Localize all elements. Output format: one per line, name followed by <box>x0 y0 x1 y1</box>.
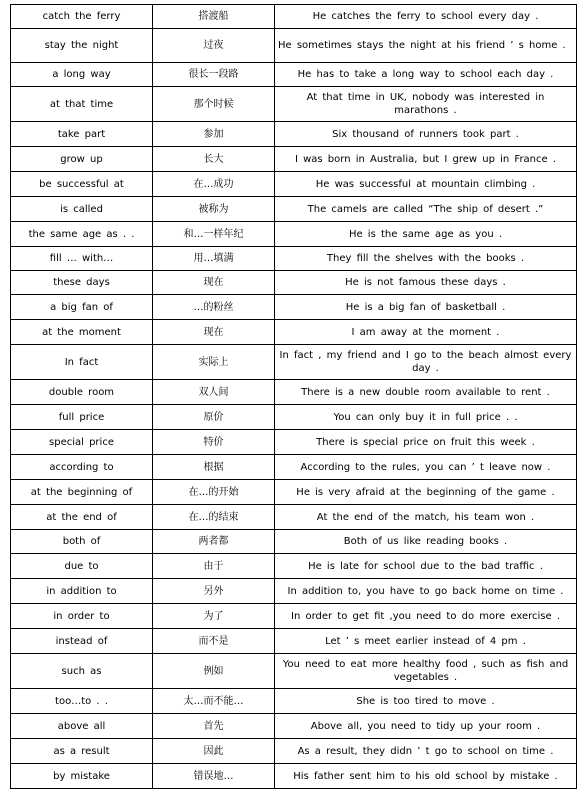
table-row <box>11 222 577 247</box>
phrase-cell: be successful at <box>11 172 153 197</box>
example-cell: Let ’ s meet earlier instead of 4 pm . <box>275 629 577 654</box>
example-cell: He was successful at mountain climbing . <box>275 172 577 197</box>
meaning-cell: 现在 <box>153 320 275 345</box>
meaning-cell: 由于 <box>153 554 275 579</box>
meaning-cell: 错误地… <box>153 764 275 789</box>
example-cell: They fill the shelves with the books . <box>275 247 577 271</box>
phrase-cell: stay the night <box>11 29 153 63</box>
table-row <box>11 271 577 295</box>
phrase-cell: special price <box>11 430 153 455</box>
phrase-cell: at the end of <box>11 505 153 530</box>
table-row <box>11 380 577 405</box>
phrase-cell: such as <box>11 654 153 689</box>
meaning-cell: 首先 <box>153 714 275 739</box>
phrase-cell: the same age as . . <box>11 222 153 247</box>
example-cell: Above all, you need to tidy up your room . <box>275 714 577 739</box>
example-cell: At that time in UK, nobody was interested in marathons . <box>275 87 577 122</box>
phrase-cell: at the beginning of <box>11 480 153 505</box>
meaning-cell: 另外 <box>153 579 275 604</box>
phrase-cell: double room <box>11 380 153 405</box>
table-row <box>11 654 577 689</box>
table-row <box>11 29 577 63</box>
phrase-cell: instead of <box>11 629 153 654</box>
example-cell: There is special price on fruit this week . <box>275 430 577 455</box>
phrase-cell: full price <box>11 405 153 430</box>
table-row <box>11 405 577 430</box>
phrase-cell: In fact <box>11 345 153 380</box>
table-row <box>11 172 577 197</box>
meaning-cell: 现在 <box>153 271 275 295</box>
meaning-cell: 双人间 <box>153 380 275 405</box>
example-cell: He is late for school due to the bad traffic . <box>275 554 577 579</box>
table-row <box>11 197 577 222</box>
table-row <box>11 147 577 172</box>
phrase-cell: take part <box>11 122 153 147</box>
example-cell: As a result, they didn ’ t go to school on time . <box>275 739 577 764</box>
meaning-cell: 根据 <box>153 455 275 480</box>
table-row <box>11 430 577 455</box>
example-cell: According to the rules, you can ’ t leave now . <box>275 455 577 480</box>
example-cell: The camels are called “The ship of desert .” <box>275 197 577 222</box>
table-row <box>11 764 577 789</box>
phrase-table <box>10 4 577 789</box>
phrase-cell: above all <box>11 714 153 739</box>
meaning-cell: 搭渡船 <box>153 5 275 29</box>
table-row <box>11 122 577 147</box>
phrase-table-body <box>11 5 577 789</box>
meaning-cell: …的粉丝 <box>153 295 275 320</box>
example-cell: At the end of the match, his team won . <box>275 505 577 530</box>
phrase-cell: according to <box>11 455 153 480</box>
phrase-cell: catch the ferry <box>11 5 153 29</box>
table-row <box>11 345 577 380</box>
table-row <box>11 739 577 764</box>
table-row <box>11 5 577 29</box>
example-cell: You need to eat more healthy food , such as fish and vegetables . <box>275 654 577 689</box>
example-cell: I am away at the moment . <box>275 320 577 345</box>
example-cell: In fact , my friend and I go to the beach almost every day . <box>275 345 577 380</box>
table-row <box>11 480 577 505</box>
meaning-cell: 例如 <box>153 654 275 689</box>
example-cell: I was born in Australia, but I grew up in France . <box>275 147 577 172</box>
phrase-cell: in addition to <box>11 579 153 604</box>
phrase-cell: a long way <box>11 63 153 87</box>
phrase-cell: at the moment <box>11 320 153 345</box>
table-row <box>11 530 577 554</box>
example-cell: He is very afraid at the beginning of the game . <box>275 480 577 505</box>
meaning-cell: 在…的开始 <box>153 480 275 505</box>
meaning-cell: 过夜 <box>153 29 275 63</box>
meaning-cell: 因此 <box>153 739 275 764</box>
table-row <box>11 295 577 320</box>
example-cell: He is the same age as you . <box>275 222 577 247</box>
phrase-cell: grow up <box>11 147 153 172</box>
table-row <box>11 579 577 604</box>
example-cell: He has to take a long way to school each day . <box>275 63 577 87</box>
example-cell: Both of us like reading books . <box>275 530 577 554</box>
phrase-cell: at that time <box>11 87 153 122</box>
table-row <box>11 554 577 579</box>
example-cell: There is a new double room available to rent . <box>275 380 577 405</box>
phrase-cell: both of <box>11 530 153 554</box>
phrase-cell: too…to . . <box>11 689 153 714</box>
example-cell: His father sent him to his old school by mistake . <box>275 764 577 789</box>
meaning-cell: 被称为 <box>153 197 275 222</box>
meaning-cell: 参加 <box>153 122 275 147</box>
meaning-cell: 在…的结束 <box>153 505 275 530</box>
meaning-cell: 实际上 <box>153 345 275 380</box>
phrase-cell: due to <box>11 554 153 579</box>
example-cell: He sometimes stays the night at his friend ’ s home . <box>275 29 577 63</box>
example-cell: You can only buy it in full price . . <box>275 405 577 430</box>
example-cell: He catches the ferry to school every day . <box>275 5 577 29</box>
meaning-cell: 而不是 <box>153 629 275 654</box>
table-row <box>11 455 577 480</box>
table-row <box>11 604 577 629</box>
phrase-cell: is called <box>11 197 153 222</box>
example-cell: Six thousand of runners took part . <box>275 122 577 147</box>
example-cell: She is too tired to move . <box>275 689 577 714</box>
phrase-cell: in order to <box>11 604 153 629</box>
example-cell: In addition to, you have to go back home on time . <box>275 579 577 604</box>
meaning-cell: 和…一样年纪 <box>153 222 275 247</box>
meaning-cell: 用…填满 <box>153 247 275 271</box>
meaning-cell: 长大 <box>153 147 275 172</box>
phrase-cell: by mistake <box>11 764 153 789</box>
example-cell: In order to get fit ,you need to do more exercise . <box>275 604 577 629</box>
table-row <box>11 247 577 271</box>
table-row <box>11 87 577 122</box>
meaning-cell: 很长一段路 <box>153 63 275 87</box>
meaning-cell: 特价 <box>153 430 275 455</box>
meaning-cell: 原价 <box>153 405 275 430</box>
phrase-cell: these days <box>11 271 153 295</box>
table-row <box>11 714 577 739</box>
table-row <box>11 629 577 654</box>
table-row <box>11 320 577 345</box>
meaning-cell: 那个时候 <box>153 87 275 122</box>
table-row <box>11 505 577 530</box>
phrase-cell: a big fan of <box>11 295 153 320</box>
phrase-cell: fill … with… <box>11 247 153 271</box>
table-row <box>11 689 577 714</box>
meaning-cell: 太…而不能… <box>153 689 275 714</box>
meaning-cell: 两者都 <box>153 530 275 554</box>
example-cell: He is not famous these days . <box>275 271 577 295</box>
phrase-cell: as a result <box>11 739 153 764</box>
meaning-cell: 为了 <box>153 604 275 629</box>
meaning-cell: 在…成功 <box>153 172 275 197</box>
example-cell: He is a big fan of basketball . <box>275 295 577 320</box>
table-row <box>11 63 577 87</box>
